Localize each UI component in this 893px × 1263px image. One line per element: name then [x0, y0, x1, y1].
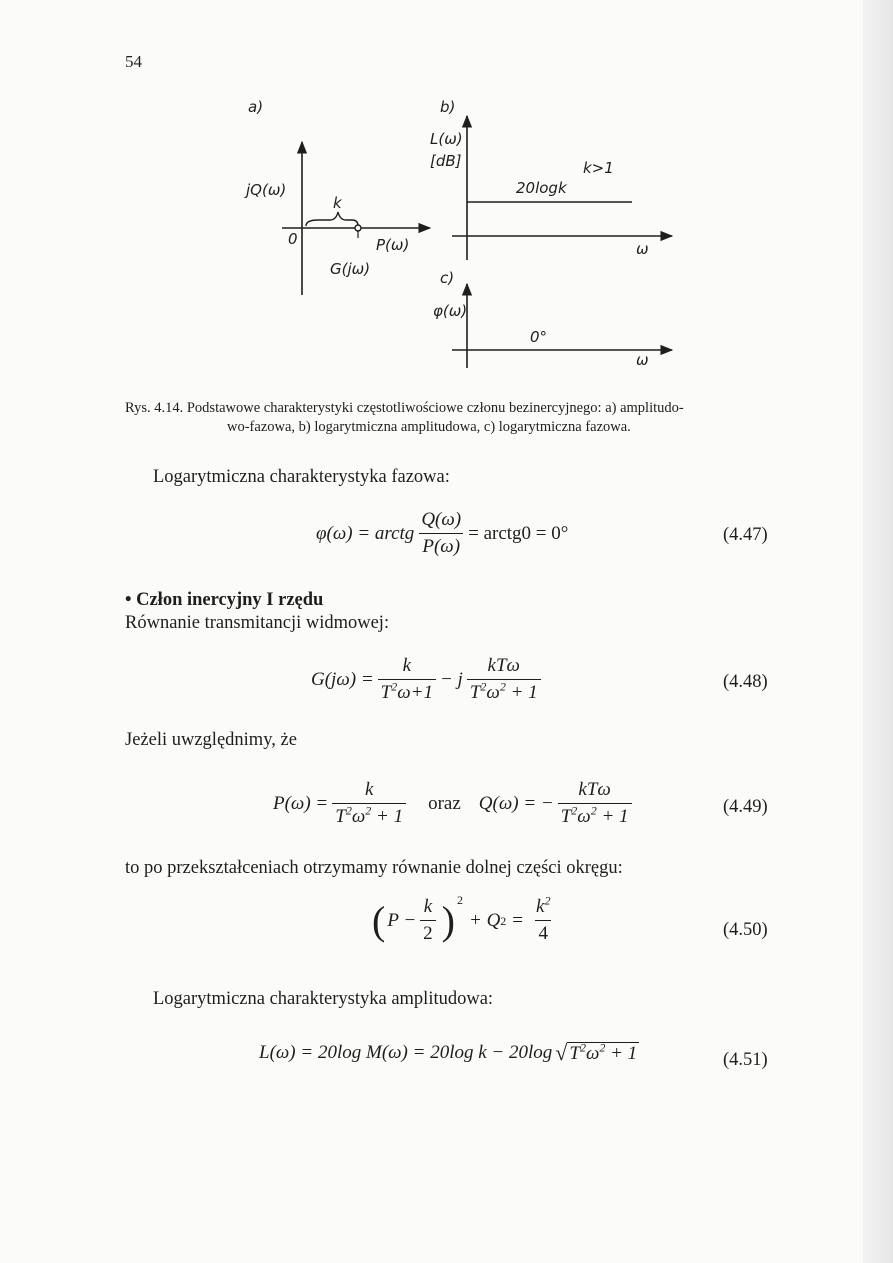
panel-a-brace [306, 212, 358, 226]
eq450-num2: $k^2$ [536, 893, 551, 917]
eq450-plus: + Q [469, 909, 501, 931]
equation-number-4-50: (4.50) [723, 920, 768, 940]
eq450-lparen: ( [372, 897, 386, 943]
eq451-radicand: $T^2\omega^2 + 1$ [569, 1040, 638, 1064]
eq447-lhs: φ(ω) = arctg [316, 522, 415, 544]
eq449-num1: k [364, 779, 374, 800]
paragraph-if: Jeżeli uwzględnimy, że [125, 730, 297, 750]
eq448-den1: $T^2\omega+1$ [378, 679, 436, 704]
panel-c-label: c) [440, 269, 455, 287]
eq448-mid: − j [439, 668, 463, 690]
panel-b-y-unit: [dB] [430, 152, 462, 170]
equation-4-48 [311, 655, 545, 704]
eq450-num1: k [423, 896, 433, 917]
eq449-lhs1: P(ω) = [273, 792, 329, 814]
eq449-fraction-2 [558, 779, 632, 828]
eq448-fraction-1 [378, 655, 436, 704]
panel-b-x-label: ω [636, 240, 649, 258]
panel-a-x-label: P(ω) [376, 236, 410, 254]
panel-c-x-label: ω [636, 351, 649, 369]
eq448-den2: $T^2\omega^2 + 1$ [467, 679, 541, 704]
eq448-num2: kTω [487, 655, 520, 676]
eq450-rparen: ) [441, 897, 455, 943]
figure-caption [125, 399, 785, 437]
eq447-den: P(ω) [419, 533, 463, 558]
panel-b-y-label: L(ω) [430, 130, 463, 148]
eq449-fraction-1 [332, 779, 406, 828]
paragraph-transmittance: Równanie transmitancji widmowej: [125, 613, 390, 633]
eq449-lhs2: Q(ω) = − [478, 792, 554, 814]
eq451-radical-sign: √ [555, 1040, 568, 1065]
panel-a-brace-label: k [333, 194, 342, 212]
equation-4-49 [273, 779, 636, 828]
panel-c [433, 269, 672, 369]
eq448-lhs: G(jω) = [311, 668, 374, 690]
equation-4-51 [259, 1040, 639, 1066]
eq449-den2: $T^2\omega^2 + 1$ [558, 803, 632, 828]
eq450-fraction-2 [533, 893, 553, 945]
eq447-fraction [418, 509, 464, 558]
page-number: 54 [125, 52, 142, 71]
paragraph-amplitude-intro: Logarytmiczna charakterystyka amplitudowa: [153, 989, 494, 1009]
panel-a-label: a) [248, 98, 264, 116]
figure-4-14 [0, 0, 893, 390]
equation-4-47 [316, 509, 568, 558]
panel-a-point-label: G(jω) [330, 260, 371, 278]
equation-4-50: ( P − $\frac{k}{2}$ ) 2 + Q 2 = $\frac{k^2}{4}$ [370, 896, 557, 945]
eq449-den1: $T^2\omega^2 + 1$ [332, 803, 406, 828]
panel-b [430, 98, 672, 260]
equation-number-4-49: (4.49) [723, 797, 768, 817]
eq450-fraction-1 [420, 896, 436, 945]
eq450-den2: 4 [535, 920, 551, 945]
panel-c-y-label: φ(ω) [433, 302, 468, 320]
paragraph-transformation: to po przekształceniach otrzymamy równanie dolnej części okręgu: [125, 858, 623, 878]
eq449-num2: kTω [578, 779, 611, 800]
panel-b-label: b) [440, 98, 456, 116]
eq447-num: Q(ω) [421, 509, 462, 530]
paragraph-phase-intro: Logarytmiczna charakterystyka fazowa: [153, 467, 450, 487]
eq448-num1: k [402, 655, 412, 676]
eq450-den1: 2 [420, 920, 436, 945]
panel-b-line-label: 20logk [516, 179, 567, 197]
panel-a-origin-label: 0 [288, 230, 298, 248]
eq447-rhs: = arctg0 = 0° [468, 522, 569, 544]
equation-number-4-48: (4.48) [723, 672, 768, 692]
caption-line-1: Rys. 4.14. Podstawowe charakterystyki częstotliwościowe członu bezinercyjnego: a) amplitudo- [125, 400, 684, 416]
caption-line-2: wo-fazowa, b) logarytmiczna amplitudowa, c) logarytmiczna fazowa. [227, 419, 631, 435]
panel-a-y-label: jQ(ω) [246, 181, 287, 199]
panel-b-condition: k>1 [583, 159, 614, 177]
eq451-lhs: L(ω) = 20log M(ω) = 20log k − 20log [259, 1042, 553, 1063]
panel-c-line-label: 0° [530, 328, 548, 346]
section-heading: • Człon inercyjny I rzędu [125, 590, 324, 610]
eq450-p: P − [387, 909, 417, 931]
eq448-fraction-2 [467, 655, 541, 704]
eq450-eq: = [512, 909, 524, 931]
panel-a [244, 98, 430, 295]
equation-number-4-51: (4.51) [723, 1050, 768, 1070]
eq449-mid: oraz [428, 792, 461, 814]
equation-number-4-47: (4.47) [723, 525, 768, 545]
